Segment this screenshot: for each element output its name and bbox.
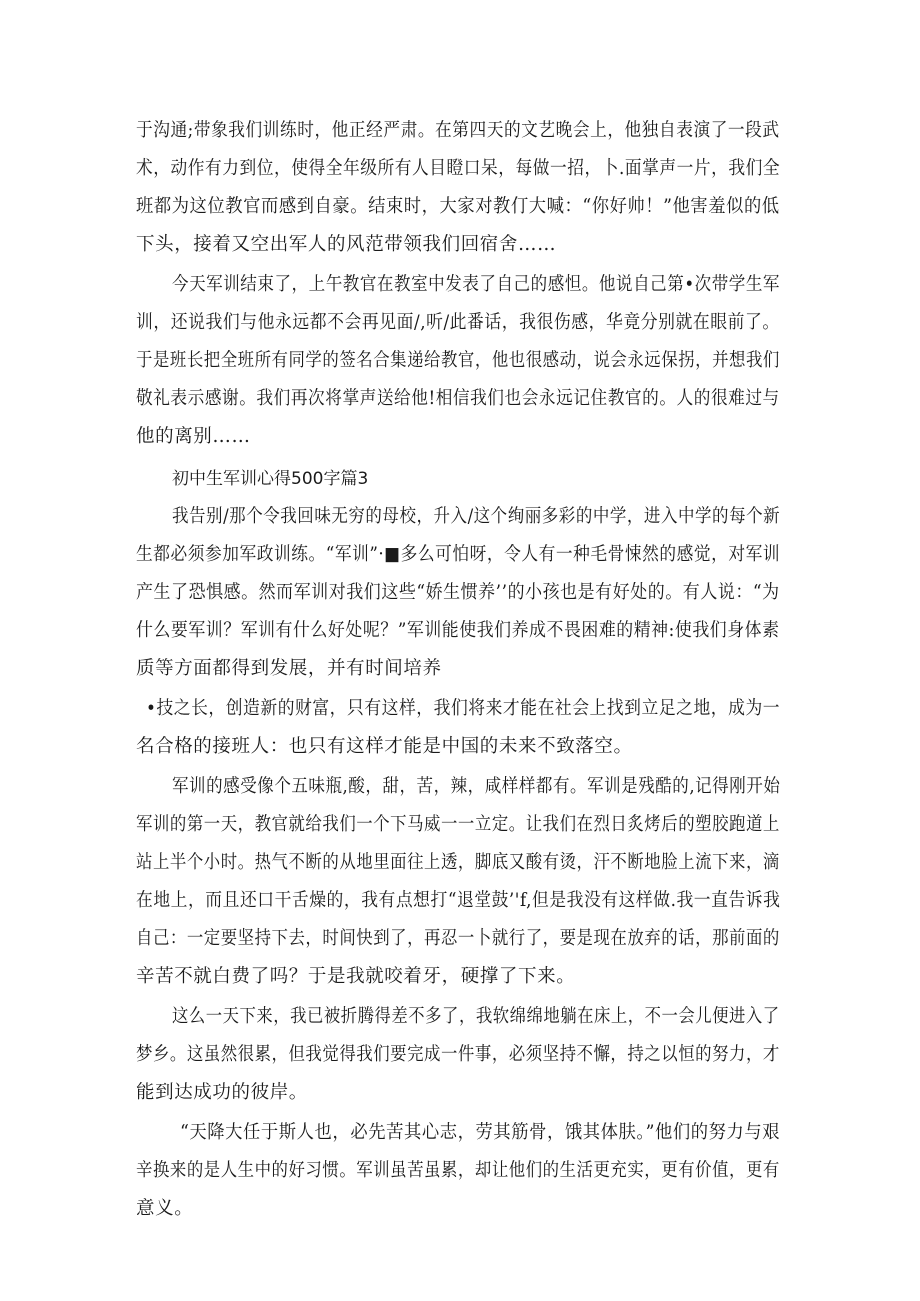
paragraph-7-line-2: 辛换来的是人生中的好习惯。军训虽苦虽累，却让他们的生活更充实，更有价值，更有 <box>136 1160 780 1181</box>
paragraph-5-line-3: 站上半个小时。热气不断的从地里面往上透，脚底又酸有烫，汗不断地脸上流下来，滴 <box>136 852 780 873</box>
paragraph-3-line-1: 我告别/那个令我回味无穷的母校，升入/这个绚丽多彩的中学，进入中学的每个新 <box>172 506 781 527</box>
paragraph-5-line-1: 军训的感受像个五味瓶,酸，甜，苦，辣，咸样样都有。军训是残酷的,记得刚开始 <box>172 776 781 797</box>
paragraph-1-line-1: 于沟通;带象我们训练时，他正经严肃。在第四天的文艺晚会上，他独自表演了一段武 <box>136 120 780 141</box>
paragraph-5-line-2: 军训的第一天，教官就给我们一个下马威一一立定。让我们在烈日炙烤后的塑胶跑道上 <box>136 814 780 835</box>
paragraph-2-line-1: 今天军训结束了，上午教官在教室中发表了自己的感怛。他说自己第•次带学生军 <box>172 274 781 295</box>
paragraph-4-line-1: •技之长，创造新的财富，只有这样，我们将来才能在社会上找到立足之地，成为一 <box>146 698 781 719</box>
paragraph-4-line-2: 名合格的接班人：也只有这样才能是中国的未来不致落空。 <box>136 736 633 757</box>
paragraph-2-line-2: 训，还说我们与他永远都不会再见面/,听/此番话，我很伤感，华竟分别就在眼前了。 <box>136 312 780 333</box>
paragraph-5-line-4: 在地上，而且还口干舌燥的，我有点想打“退堂鼓’'f,但是我没有这样做.我一直告诉我 <box>136 890 781 911</box>
paragraph-2-line-5: 他的离别…… <box>136 426 251 447</box>
paragraph-3-line-2: 生都必须参加军政训练。“军训”·■多么可怕呀，令人有一种毛骨悚然的感觉，对军训 <box>136 544 781 565</box>
paragraph-3-line-3: 产生了恐惧感。然而军训对我们这些“娇生惯养’’的小孩也是有好处的。有人说：“为 <box>136 582 780 603</box>
paragraph-1-line-2: 术，动作有力到位，使得全年级所有人目瞪口呆，每做一招，卜.面掌声一片，我们全 <box>136 158 781 179</box>
paragraph-2-line-3: 于是班长把全班所有同学的签名合集递给教官，他也很感动，说会永远保拐，并想我们 <box>136 350 780 371</box>
paragraph-3-line-5: 质等方面都得到发展，并有时间培养 <box>136 658 442 679</box>
paragraph-7-line-1: “天降大任于斯人也，必先苦其心志，劳其筋骨，饿其体肤。”他们的努力与艰 <box>180 1122 781 1143</box>
paragraph-5-line-6: 辛苦不就白费了吗？于是我就咬着牙，硬撑了下来。 <box>136 966 576 987</box>
paragraph-6-line-1: 这么一天下来，我已被折腾得差不多了，我软绵绵地躺在床上，不一会儿便进入了 <box>172 1006 780 1027</box>
paragraph-7-line-3: 意义。 <box>136 1198 194 1219</box>
paragraph-1-line-3: 班都为这位教官而感到自豪。结束时，大家对教仃大喊：“你好帅！”他害羞似的低 <box>136 196 780 217</box>
paragraph-5-line-5: 自己：一定要坚持下去，时间快到了，再忍一卜就行了，要是现在放弃的话，那前面的 <box>136 928 780 949</box>
paragraph-2-line-4: 敬礼表示感谢。我们再次将掌声送给他!相信我们也会永远记住教官的。人的很难过与 <box>136 388 780 409</box>
paragraph-3-line-4: 什么要军训？军训有什么好处呢？”军训能使我们养成不畏困难的精神:使我们身体素 <box>136 620 780 641</box>
paragraph-1-line-4: 下头，接着又空出军人的风范带领我们回宿舍…… <box>136 234 557 255</box>
paragraph-6-line-3: 能到达成功的彼岸。 <box>136 1082 308 1103</box>
paragraph-6-line-2: 梦乡。这虽然很累，但我觉得我们要完成一件事，必须坚持不懈，持之以恒的努力，才 <box>136 1044 780 1065</box>
section-heading: 初中生军训心得500字篇3 <box>172 469 369 489</box>
